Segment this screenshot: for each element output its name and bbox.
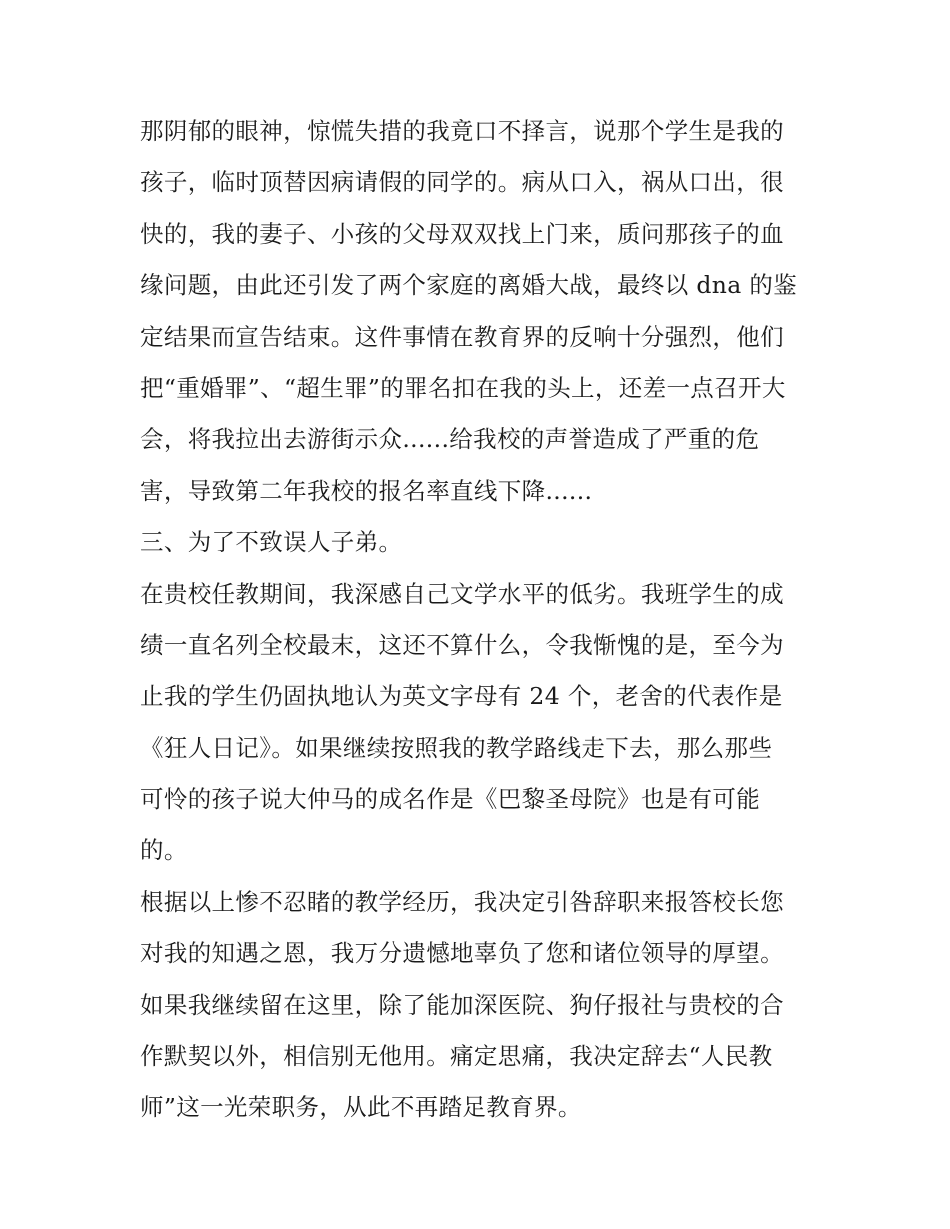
text-line: 会，将我拉出去游街示众......给我校的声誉造成了严重的危	[140, 425, 760, 454]
text-line: 绩一直名列全校最末，这还不算什么，令我惭愧的是，至今为	[140, 630, 784, 659]
section-heading: 三、为了不致误人子弟。	[140, 528, 403, 557]
text-line: 在贵校任教期间，我深感自己文学水平的低劣。我班学生的成	[140, 579, 784, 608]
text-line: 快的，我的妻子、小孩的父母双双找上门来，质问那孩子的血	[140, 219, 784, 248]
text-line: 止我的学生仍固执地认为英文字母有 24 个，老舍的代表作是	[140, 682, 783, 711]
text-line: 作默契以外，相信别无他用。痛定思痛，我决定辞去“人民教	[140, 1042, 773, 1071]
text-line: 的。	[140, 836, 188, 865]
text-line: 那阴郁的眼神，惊慌失措的我竟口不择言，说那个学生是我的	[140, 117, 784, 145]
text-line: 害，导致第二年我校的报名率直线下降......	[140, 476, 593, 505]
text-line: 把“重婚罪”、“超生罪”的罪名扣在我的头上，还差一点召开大	[140, 373, 786, 402]
text-line: 对我的知遇之恩，我万分遗憾地辜负了您和诸位领导的厚望。	[140, 939, 784, 968]
text-line: 师”这一光荣职务，从此不再踏足教育界。	[140, 1093, 582, 1122]
text-line: 缘问题，由此还引发了两个家庭的离婚大战，最终以 dna 的鉴	[140, 271, 798, 300]
text-line: 孩子，临时顶替因病请假的同学的。病从口入，祸从口出，很	[140, 168, 784, 197]
text-line: 如果我继续留在这里，除了能加深医院、狗仔报社与贵校的合	[140, 990, 784, 1019]
text-line: 可怜的孩子说大仲马的成名作是《巴黎圣母院》也是有可能	[140, 785, 761, 814]
text-line: 根据以上惨不忍睹的教学经历，我决定引咎辞职来报答校长您	[140, 887, 784, 916]
text-line: 《狂人日记》。如果继续按照我的教学路线走下去，那么那些	[140, 733, 773, 762]
document-body	[140, 106, 830, 1134]
text-line: 定结果而宣告结束。这件事情在教育界的反响十分强烈，他们	[140, 322, 784, 351]
